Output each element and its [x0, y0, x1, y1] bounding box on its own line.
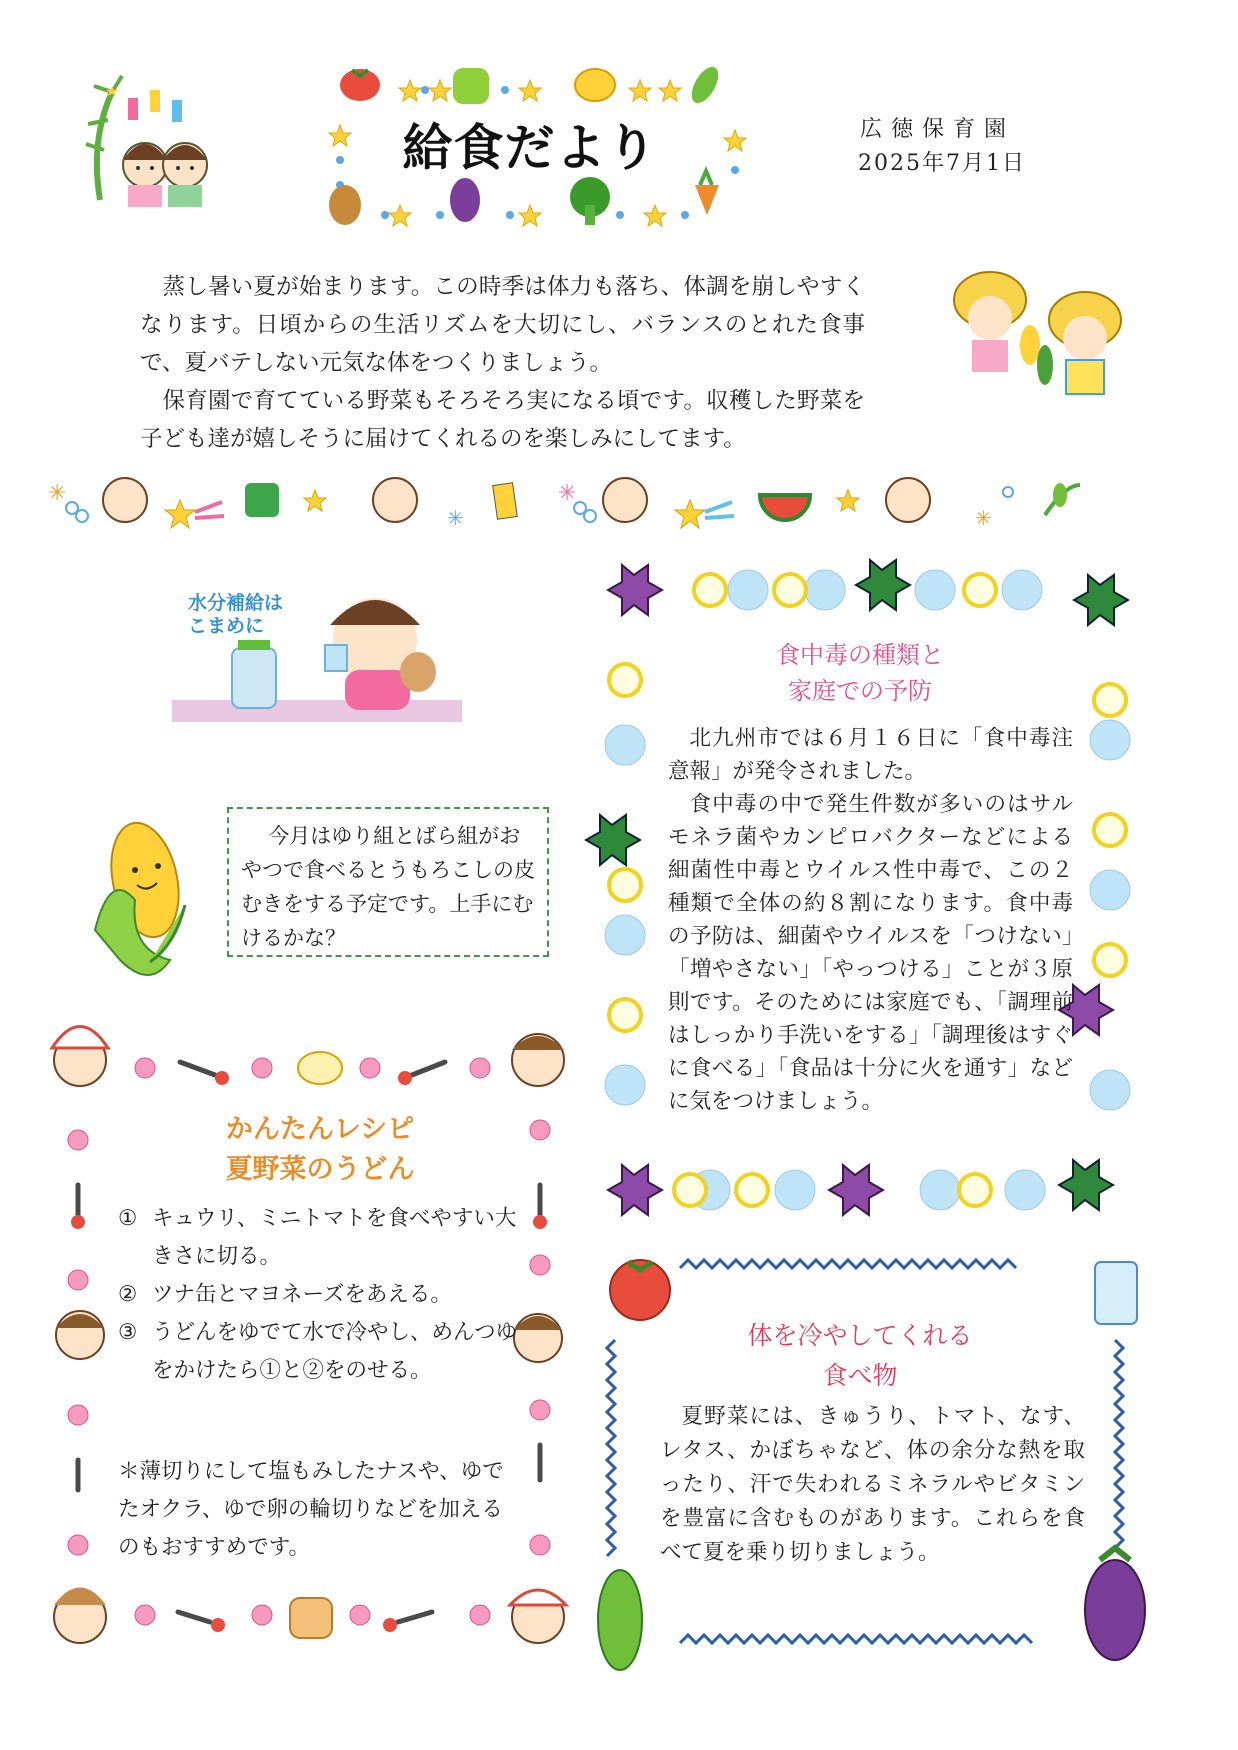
- cooling-paragraph: 夏野菜には、きゅうり、トマト、なす、レタス、かぼちゃなど、体の余分な熱を取ったり、汗で失われるミネラルやビタミンを豊富に含むものがあります。これらを食べて夏を乗り切りましょう。: [660, 1404, 1085, 1565]
- issue-date: 2025年7月1日: [858, 151, 1026, 176]
- recipe-step: [118, 1200, 518, 1276]
- recipe-step-number: ②: [118, 1282, 138, 1307]
- kids-illustration: [954, 272, 1121, 394]
- recipe-title-line: 夏野菜のうどん: [225, 1154, 415, 1185]
- recipe-step-text: うどんをゆでて水で冷やし、めんつゆをかけたら①と②をのせる。: [152, 1320, 518, 1383]
- recipe-step-text: ツナ缶とマヨネーズをあえる。: [152, 1282, 452, 1307]
- poisoning-title: [660, 637, 1060, 709]
- poisoning-title-line: 食中毒の種類と: [776, 641, 944, 669]
- svg-text:✳: ✳: [447, 506, 464, 530]
- water-label-line: こまめに: [188, 615, 265, 637]
- cooling-title-line: 体を冷やしてくれる: [747, 1321, 973, 1350]
- school-name: 広徳保育園: [860, 117, 1016, 142]
- intro-paragraph: 蒸し暑い夏が始まります。この時季は体力も落ち、体調を崩しやすくなります。日頃からの生活リズムを大切にし、バランスのとれた食事で、夏バテしない元気な体をつくりましょう。: [140, 274, 865, 376]
- recipe-step-number: ③: [118, 1320, 138, 1345]
- newsletter-title: 給食だより: [402, 119, 658, 177]
- corn-notice-text: 今月はゆり組とばら組がおやつで食べるとうもろこしの皮むきをする予定です。上手にむけるかな？: [241, 824, 535, 950]
- intro-paragraph: 保育園で育てている野菜もそろそろ実になる頃です。収穫した野菜を子ども達が嬉しそうに届けてくれるのを楽しみにしてます。: [140, 388, 865, 452]
- intro-text: [140, 268, 865, 458]
- cooling-title-line: 食べ物: [822, 1361, 898, 1390]
- cooling-body: [660, 1400, 1085, 1570]
- recipe-step: [118, 1276, 518, 1314]
- recipe-step: [118, 1314, 518, 1390]
- poisoning-paragraph: 食中毒の中で発生件数が多いのはサルモネラ菌やカンピロバクターなどによる細菌性中毒とウイルス性中毒で、この２種類で全体の約８割になります。食中毒の予防は、細菌やウイルスを「つけない」「増やさない」「やっつける」ことが３原則です。そのためには家庭でも、「調理前はしっかり手洗いをする」「調理後はすぐに食べる」「食品は十分に火を通す」などに気をつけましょう。: [668, 792, 1073, 1114]
- recipe-steps: [118, 1200, 518, 1390]
- svg-text:✳: ✳: [48, 481, 67, 506]
- recipe-step-text: キュウリ、ミニトマトを食べやすい大きさに切る。: [152, 1206, 517, 1269]
- cooling-title: [690, 1316, 1030, 1396]
- recipe-step-number: ①: [118, 1206, 138, 1231]
- poisoning-body: [668, 722, 1073, 1118]
- decorative-border-row: [48, 478, 1080, 530]
- poisoning-paragraph: 北九州市では６月１６日に「食中毒注意報」が発令されました。: [668, 726, 1073, 784]
- recipe-title-line: かんたんレシピ: [225, 1114, 415, 1145]
- water-label: [188, 592, 283, 638]
- svg-text:✳: ✳: [975, 506, 992, 530]
- tanabata-illustration: [86, 76, 207, 207]
- recipe-title: [120, 1110, 520, 1190]
- recipe-note: ＊薄切りにして塩もみしたナスや、ゆでたオクラ、ゆで卵の輪切りなどを加えるのもおすすめです。: [118, 1459, 504, 1560]
- poisoning-title-line: 家庭での予防: [788, 677, 932, 705]
- corn-illustration: [95, 817, 188, 975]
- corn-notice: [227, 807, 549, 957]
- svg-text:✳: ✳: [558, 481, 577, 506]
- water-label-line: 水分補給は: [188, 592, 284, 614]
